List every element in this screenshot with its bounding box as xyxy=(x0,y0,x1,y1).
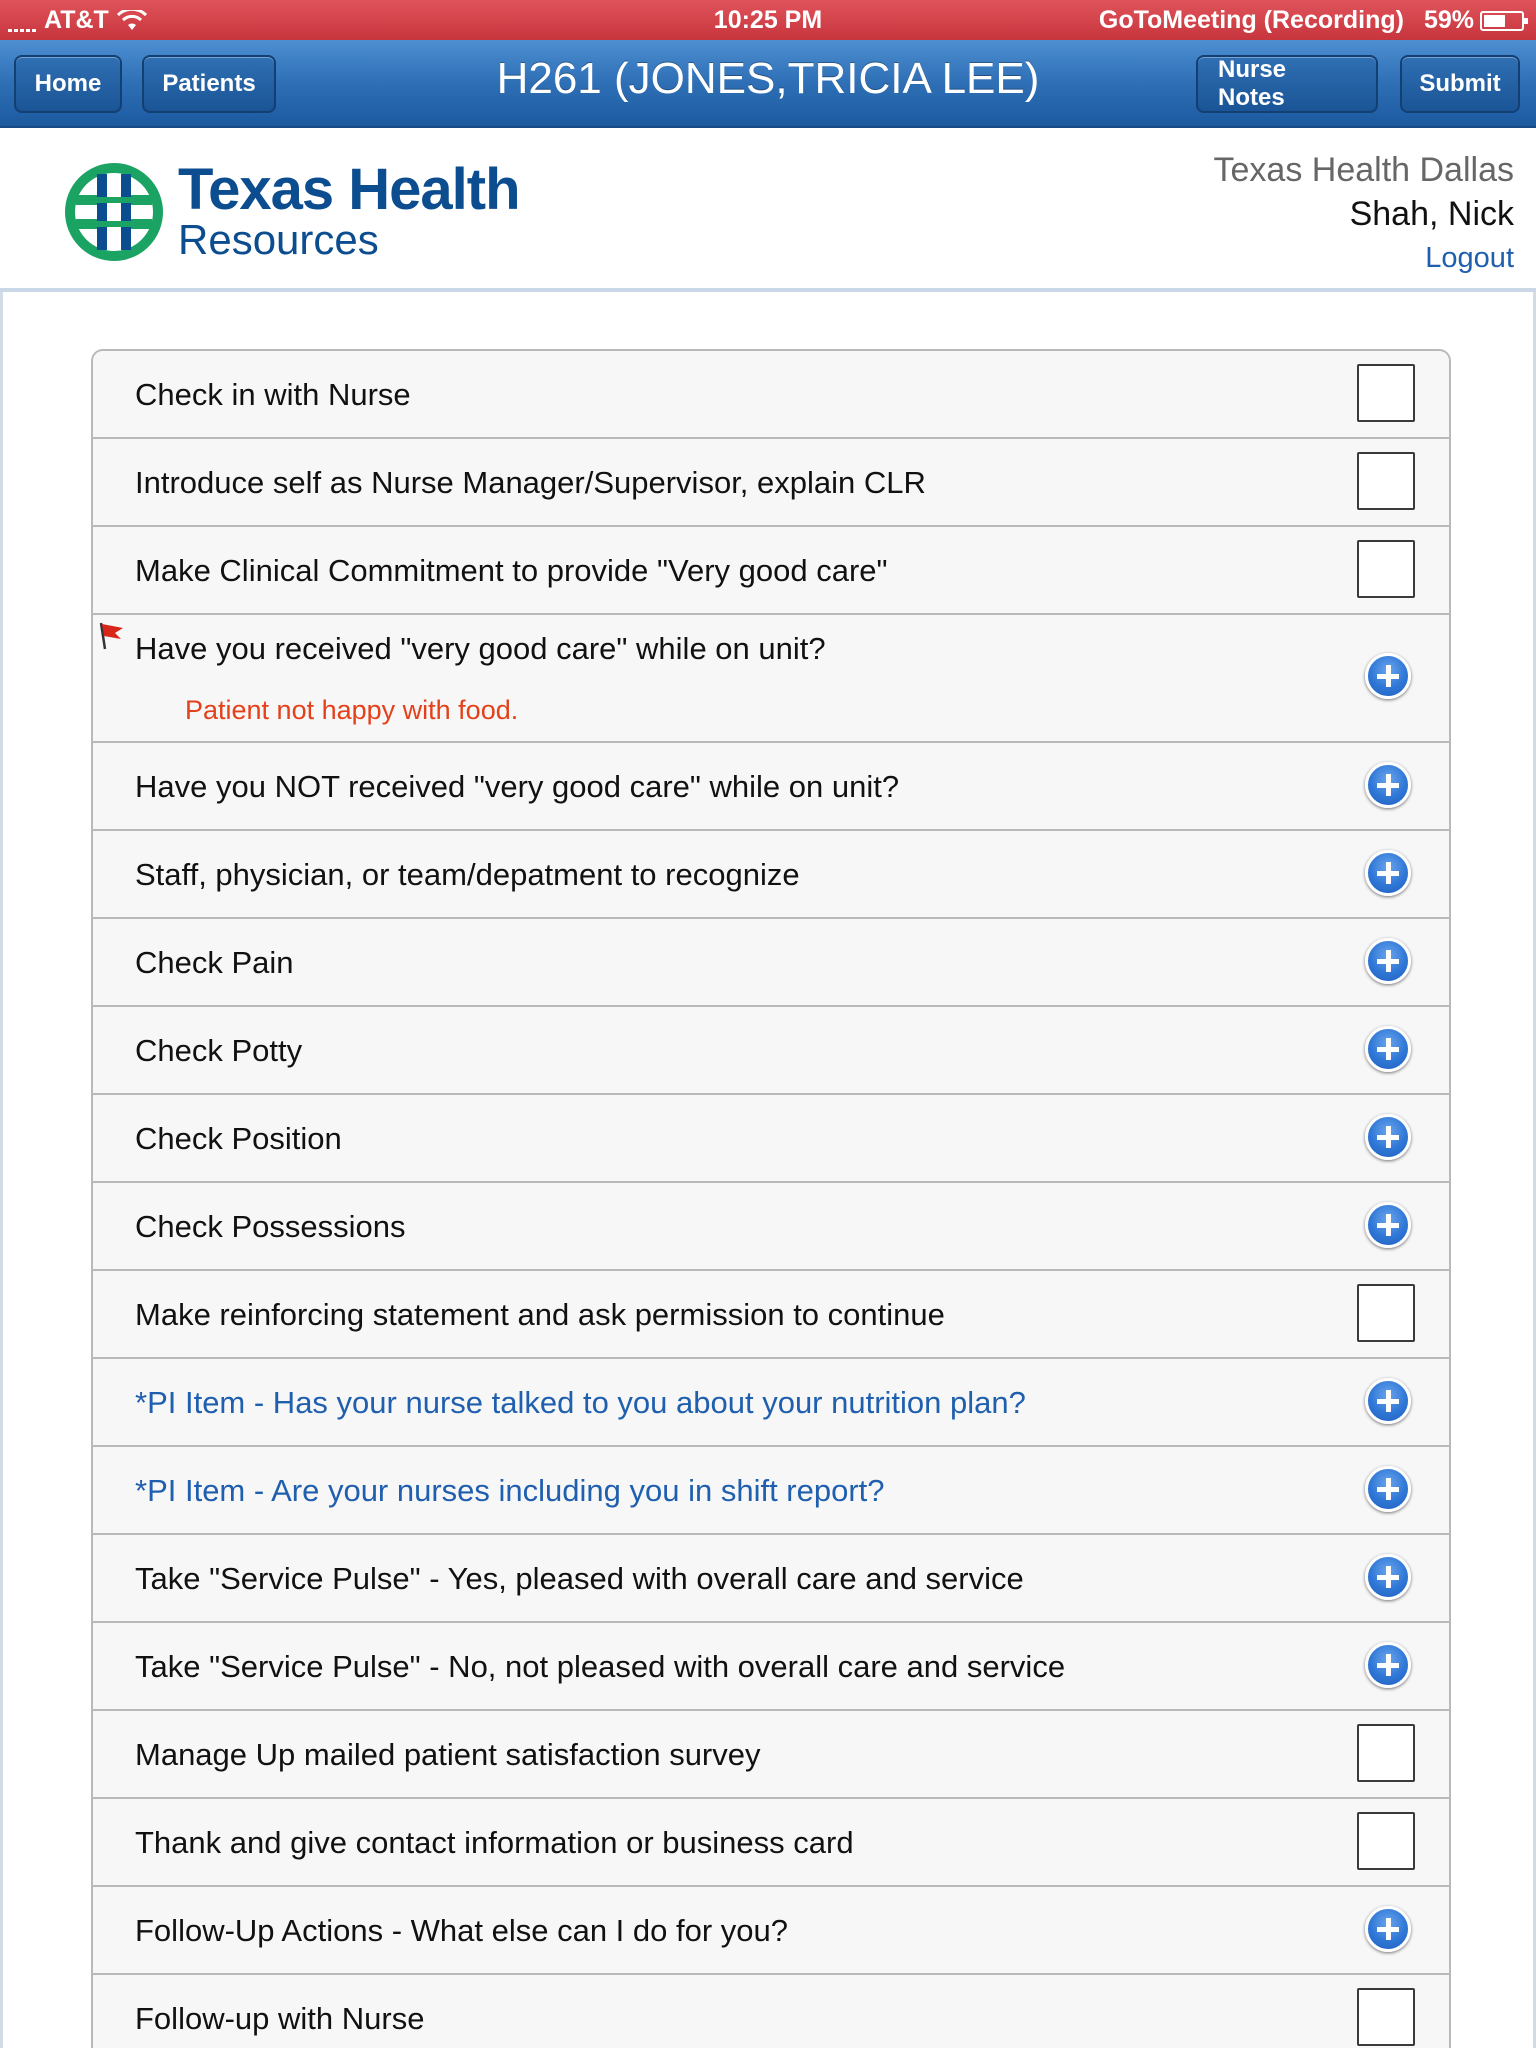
checklist-item-label: Make reinforcing statement and ask permission to continue xyxy=(135,1297,945,1332)
checklist-item-label: Take "Service Pulse" - No, not pleased with overall care and service xyxy=(135,1649,1066,1684)
facility-name: Texas Health Dallas xyxy=(1213,151,1514,189)
checklist-row xyxy=(93,1007,1449,1095)
add-circle-icon[interactable] xyxy=(1365,1114,1411,1160)
patients-button[interactable]: Patients xyxy=(142,55,276,113)
checklist-item-label: Check Possessions xyxy=(135,1209,406,1244)
logo-line-2: Resources xyxy=(178,216,379,263)
checklist-item-label: Check Pain xyxy=(135,945,294,980)
carrier-name: AT&T xyxy=(44,6,109,34)
app-header xyxy=(0,130,1536,290)
status-time: 10:25 PM xyxy=(713,6,823,34)
add-circle-icon[interactable] xyxy=(1365,850,1411,896)
logout-link[interactable]: Logout xyxy=(1425,242,1514,274)
add-circle-icon[interactable] xyxy=(1365,938,1411,984)
add-circle-icon[interactable] xyxy=(1365,1378,1411,1424)
checklist-row xyxy=(93,743,1449,831)
checkbox[interactable] xyxy=(1357,1724,1415,1782)
checklist-row xyxy=(93,1535,1449,1623)
checklist-row xyxy=(93,1095,1449,1183)
checklist-row xyxy=(93,1623,1449,1711)
checklist-row xyxy=(93,1183,1449,1271)
checklist-item-label: Thank and give contact information or business card xyxy=(135,1825,854,1860)
add-circle-icon[interactable] xyxy=(1365,653,1411,699)
add-circle-icon[interactable] xyxy=(1365,1466,1411,1512)
battery-percent: 59% xyxy=(1423,6,1474,34)
status-bar xyxy=(0,0,1536,40)
checklist-item-label: Manage Up mailed patient satisfaction survey xyxy=(135,1737,761,1772)
add-circle-icon[interactable] xyxy=(1365,762,1411,808)
checkbox[interactable] xyxy=(1357,540,1415,598)
checkbox[interactable] xyxy=(1357,452,1415,510)
checkbox[interactable] xyxy=(1357,364,1415,422)
checklist-row xyxy=(93,1359,1449,1447)
checklist-row xyxy=(93,1975,1449,2048)
content-area xyxy=(0,292,1536,2048)
add-circle-icon[interactable] xyxy=(1365,1554,1411,1600)
checklist-row xyxy=(93,527,1449,615)
nav-bar xyxy=(0,40,1536,128)
checklist-item-label: *PI Item - Are your nurses including you in shift report? xyxy=(135,1473,885,1508)
checklist-row xyxy=(93,1887,1449,1975)
checklist xyxy=(91,349,1451,2048)
checkbox[interactable] xyxy=(1357,1284,1415,1342)
checklist-row xyxy=(93,919,1449,1007)
checklist-row xyxy=(93,351,1449,439)
checklist-row xyxy=(93,831,1449,919)
home-button[interactable]: Home xyxy=(14,55,122,113)
checklist-item-label: Check in with Nurse xyxy=(135,377,411,412)
submit-button[interactable]: Submit xyxy=(1400,55,1520,113)
checklist-row xyxy=(93,1447,1449,1535)
checklist-item-label: Introduce self as Nurse Manager/Supervisor, explain CLR xyxy=(135,465,926,500)
recording-status: GoToMeeting (Recording) xyxy=(1098,6,1404,34)
checklist-item-label: Follow-up with Nurse xyxy=(135,2001,425,2036)
flag-icon xyxy=(95,619,129,653)
checklist-row xyxy=(93,439,1449,527)
checklist-item-label: Take "Service Pulse" - Yes, pleased with overall care and service xyxy=(135,1561,1024,1596)
logo-line-1: Texas Health xyxy=(178,157,520,222)
texas-health-logo xyxy=(62,157,520,264)
checklist-item-label: Make Clinical Commitment to provide "Very good care" xyxy=(135,553,888,588)
page-title: H261 (JONES,TRICIA LEE) xyxy=(496,54,1040,103)
checklist-row xyxy=(93,615,1449,743)
checklist-item-label: *PI Item - Has your nurse talked to you about your nutrition plan? xyxy=(135,1385,1026,1420)
checklist-row xyxy=(93,1271,1449,1359)
add-circle-icon[interactable] xyxy=(1365,1642,1411,1688)
user-name: Shah, Nick xyxy=(1349,195,1514,233)
checklist-item-label: Staff, physician, or team/depatment to recognize xyxy=(135,857,800,892)
checklist-item-label: Check Potty xyxy=(135,1033,303,1068)
checklist-item-label: Check Position xyxy=(135,1121,342,1156)
add-circle-icon[interactable] xyxy=(1365,1026,1411,1072)
checklist-row xyxy=(93,1711,1449,1799)
checkbox[interactable] xyxy=(1357,1988,1415,2046)
battery-icon xyxy=(1480,11,1524,31)
checkbox[interactable] xyxy=(1357,1812,1415,1870)
checklist-item-note: Patient not happy with food. xyxy=(185,695,519,725)
checklist-item-label: Have you NOT received "very good care" while on unit? xyxy=(135,769,900,804)
add-circle-icon[interactable] xyxy=(1365,1906,1411,1952)
checklist-item-label: Have you received "very good care" while on unit? xyxy=(135,631,826,666)
checklist-item-label: Follow-Up Actions - What else can I do for you? xyxy=(135,1913,789,1948)
add-circle-icon[interactable] xyxy=(1365,1202,1411,1248)
cross-logo-icon xyxy=(62,160,166,264)
checklist-row xyxy=(93,1799,1449,1887)
nurse-notes-button[interactable]: Nurse Notes xyxy=(1196,55,1378,113)
